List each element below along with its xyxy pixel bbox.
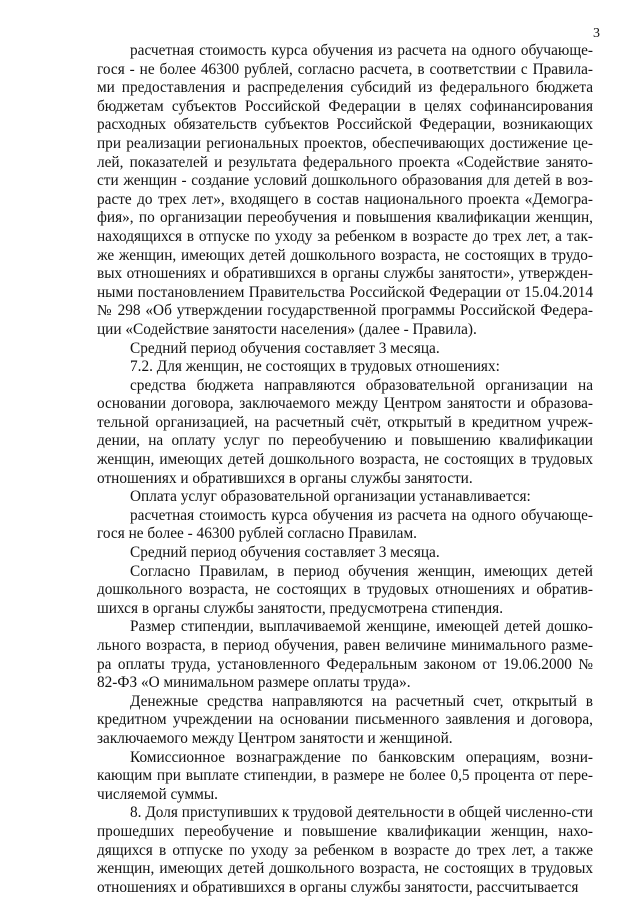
paragraph-payment-established: Оплата услуг образовательной организации устанавливается: (130, 488, 531, 506)
paragraph-average-period: Средний период обучения составляет 3 месяца. (130, 339, 440, 357)
paragraph-budget-funds: средства бюджета направляются образовательной организации на основании договора, заключаемого между Центром занятости и образова-тельной организацией, на расчетный счёт, открытый в кредитном учреж-дении, на оплату услуг по переобучению и повышению квалификации женщин, имеющих детей дошкольного возраста, не состоящих в трудовых отношениях и обратившихся в органы службы занятости. (97, 376, 593, 487)
paragraph-stipend: Согласно Правилам, в период обучения женщин, имеющих детей дошкольного возраста, не состоящих в трудовых отношениях и обратив-шихся в органы службы занятости, предусмотрена стипендия. (97, 562, 593, 617)
document-body (97, 42, 593, 897)
page-number: 3 (593, 26, 600, 41)
paragraph-course-cost: расчетная стоимость курса обучения из расчета на одного обучающе-гося не более - 46300 рублей согласно Правилам. (97, 506, 593, 543)
paragraph-course-cost-rules: расчетная стоимость курса обучения из расчета на одного обучающе-гося - не более 46300 рублей, согласно расчета, в соответствии с Правила-ми предоставления и распределения субсидий из федерального бюджета бюджетам субъектов Российской Федерации в целях софинансирования расходных обязательств субъектов Российской Федерации, возникающих при реализации региональных проектов, обеспечивающих достижение це-лей, показателей и результата федерального проекта «Содействие занято-сти женщин - создание условий дошкольного образования для детей в воз-расте до трех лет», входящего в состав национального проекта «Демогра-фия», по организации переобучения и повышения квалификации женщин, находящихся в отпуске по уходу за ребенком в возрасте до трех лет, а так-же женщин, имеющих детей дошкольного возраста, не состоящих в трудо-вых отношениях и обратившихся в органы службы занятости», утвержден-ными постановлением Правительства Российской Федерации от 15.04.2014 № 298 «Об утверждении государственной программы Российской Федера-ции «Содействие занятости населения» (далее - Правила). (97, 42, 593, 338)
paragraph-section-8: 8. Доля приступивших к трудовой деятельности в общей численно-сти прошедших переобучение и повышение квалификации женщин, нахо-дящихся в отпуске по уходу за ребенком в возрасте до трех лет, а также женщин, имеющих детей дошкольного возраста, не состоящих в трудовых отношениях и обратившихся в органы службы занятости, рассчитывается (97, 804, 593, 896)
paragraph-section-7-2: 7.2. Для женщин, не состоящих в трудовых отношениях: (130, 358, 500, 376)
paragraph-funds-transfer: Денежные средства направляются на расчетный счет, открытый в кредитном учреждении на основании письменного заявления и договора, заключаемого между Центром занятости и женщиной. (97, 692, 593, 747)
paragraph-commission: Комиссионное вознаграждение по банковским операциям, возни-кающим при выплате стипендии, в размере не более 0,5 процента от пере-числяемой суммы. (97, 748, 593, 803)
paragraph-stipend-size: Размер стипендии, выплачиваемой женщине, имеющей детей дошко-льного возраста, в период обучения, равен величине минимального разме-ра оплаты труда, установленного Федеральным законом от 19.06.2000 № 82-ФЗ «О минимальном размере оплаты труда». (97, 618, 593, 692)
paragraph-average-period-2: Средний период обучения составляет 3 месяца. (130, 544, 440, 562)
